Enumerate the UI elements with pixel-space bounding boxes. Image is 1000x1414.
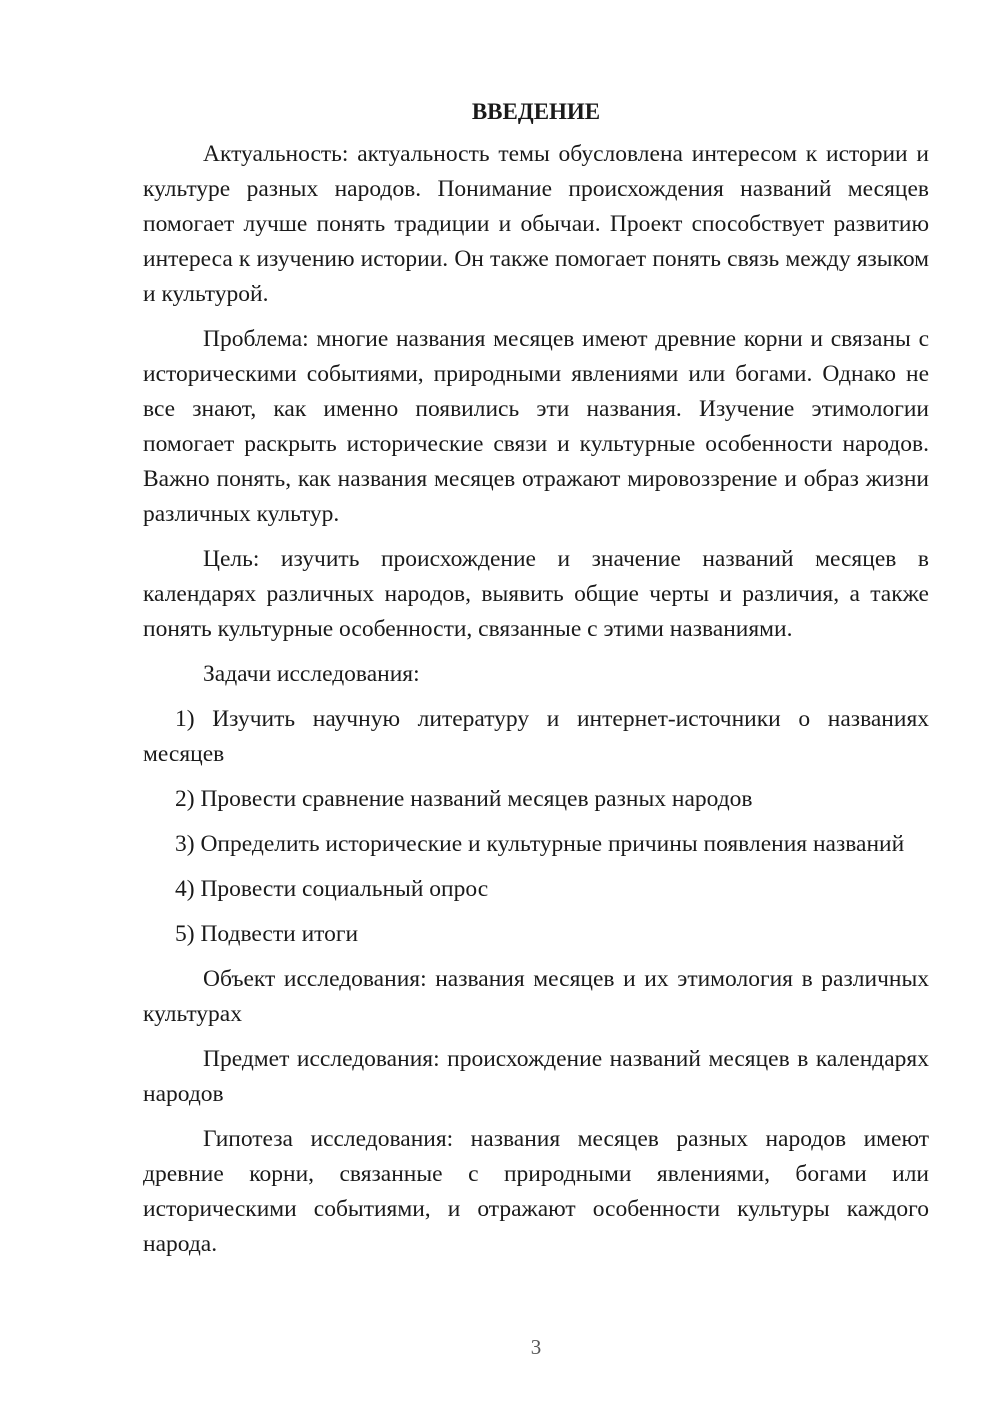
task-item: 1) Изучить научную литературу и интернет-источники о названиях месяцев: [143, 706, 929, 767]
task-item: 3) Определить исторические и культурные причины появления названий: [175, 831, 905, 857]
task-item: 4) Провести социальный опрос: [175, 876, 489, 902]
task-item: 2) Провести сравнение названий месяцев разных народов: [175, 786, 753, 812]
section-title: ВВЕДЕНИЕ: [471, 99, 601, 124]
relevance-paragraph: Актуальность: актуальность темы обусловлена интересом к истории и культуре разных народов. Понимание происхождения названий месяцев помогает лучше понять традиции и обычаи. Проект способствует развитию интереса к изучению истории. Он также помогает понять связь между языком и культурой.: [143, 141, 929, 307]
tasks-list: [143, 702, 929, 952]
object-paragraph: Объект исследования: названия месяцев и их этимология в различных культурах: [143, 966, 929, 1027]
hypothesis-paragraph: Гипотеза исследования: названия месяцев разных народов имеют древние корни, связанные с природными явлениями, богами или историческими событиями, и отражают особенности культуры каждого народа.: [143, 1126, 929, 1257]
page-content: [143, 94, 929, 1262]
subject-paragraph: Предмет исследования: происхождение названий месяцев в календарях народов: [143, 1046, 929, 1107]
goal-paragraph: Цель: изучить происхождение и значение названий месяцев в календарях различных народов, выявить общие черты и различия, а также понять культурные особенности, связанные с этими названиями.: [143, 546, 929, 642]
tasks-heading: Задачи исследования:: [203, 661, 420, 687]
page-number: 3: [530, 1335, 542, 1359]
task-item: 5) Подвести итоги: [175, 921, 359, 947]
problem-paragraph: Проблема: многие названия месяцев имеют древние корни и связаны с историческими событиями, природными явлениями или богами. Однако не все знают, как именно появились эти названия. Изучение этимологии помогает раскрыть исторические связи и культурные особенности народов. Важно понять, как названия месяцев отражают мировоззрение и образ жизни различных культур.: [143, 326, 929, 527]
